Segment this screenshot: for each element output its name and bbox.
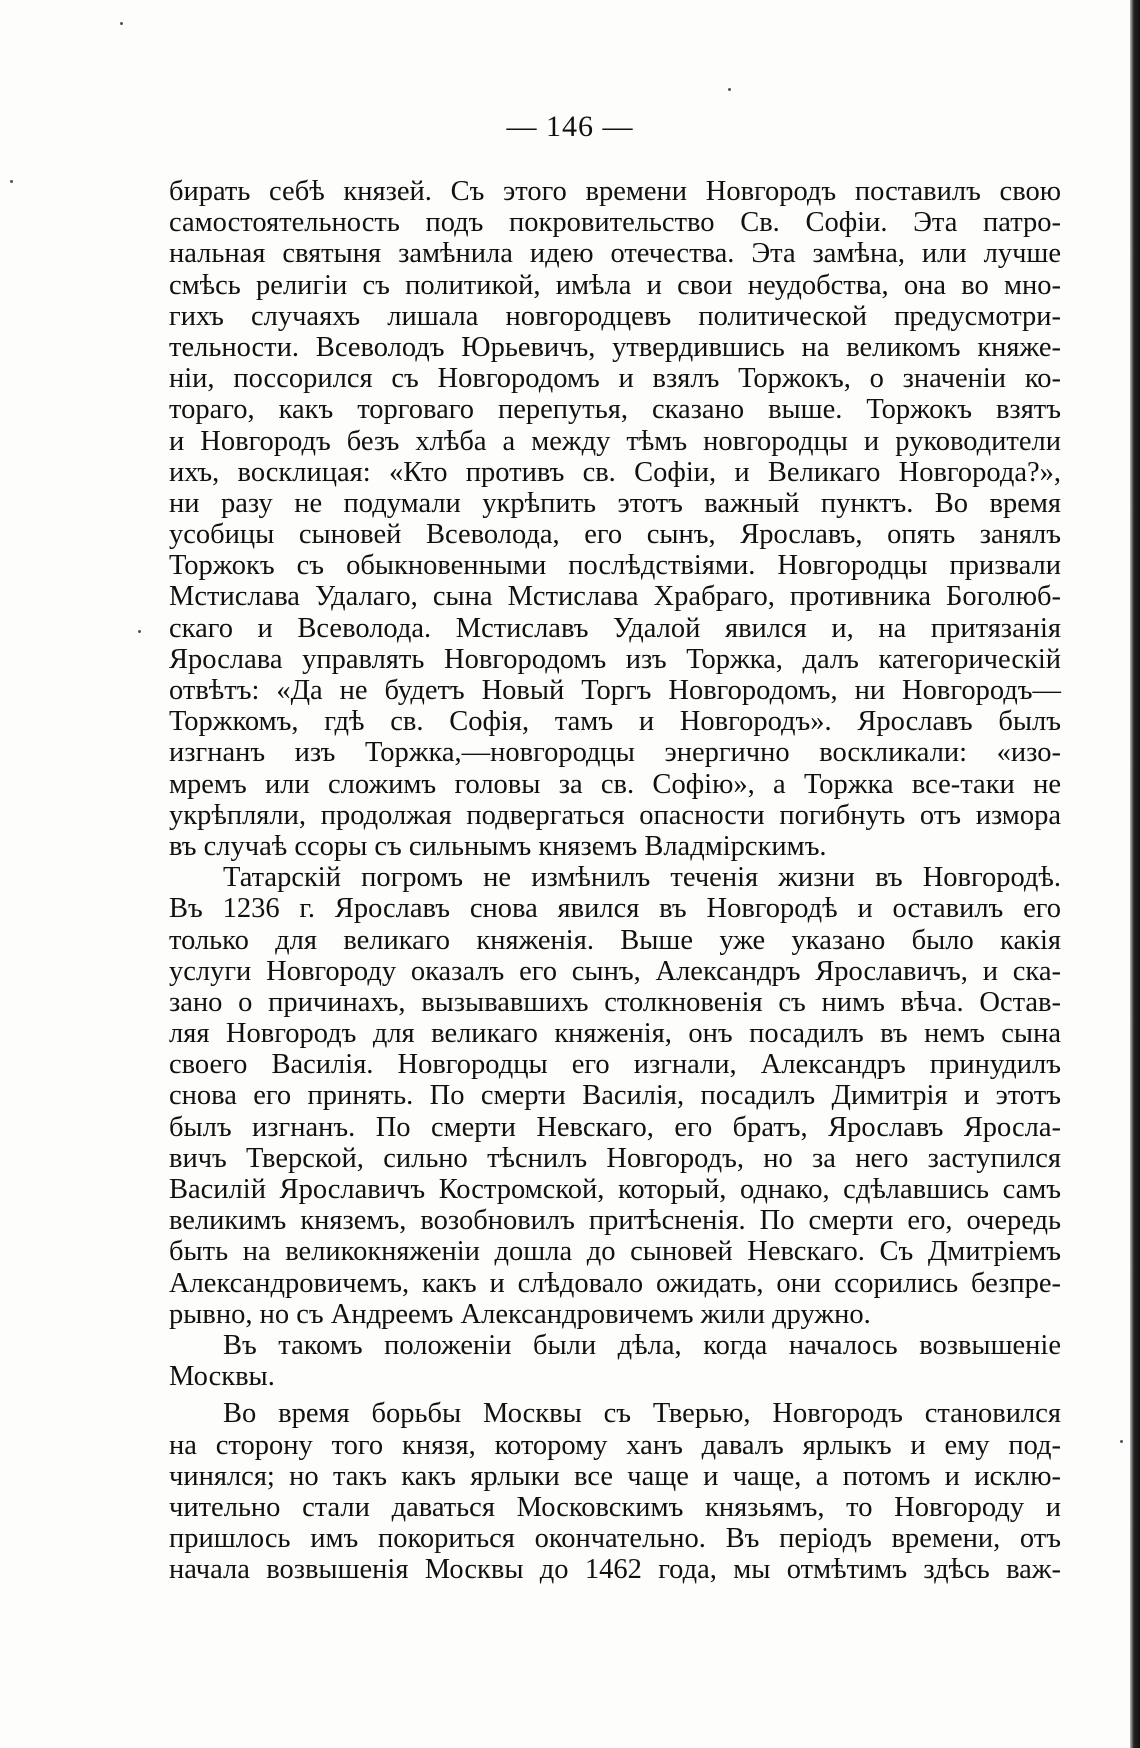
body-text bbox=[169, 176, 1061, 1585]
scan-speck bbox=[1120, 1440, 1123, 1443]
scan-speck bbox=[120, 22, 123, 25]
text-line: великимъ княземъ, возобновилъ притѣсненія. По смерти его, очередь bbox=[169, 1205, 1061, 1237]
text-line: Торжкомъ, гдѣ св. Софія, тамъ и Новгородъ». Ярославъ былъ bbox=[169, 706, 1061, 738]
text-line: былъ изгнанъ. По смерти Невскаго, его братъ, Ярославъ Яросла- bbox=[169, 1111, 1061, 1143]
text-line: начала возвышенія Москвы до 1462 года, мы отмѣтимъ здѣсь важ- bbox=[169, 1554, 1061, 1586]
text-line: Москвы. bbox=[169, 1361, 275, 1393]
text-line: усобицы сыновей Всеволода, его сынъ, Ярославъ, опять занялъ bbox=[169, 519, 1061, 551]
text-line: скаго и Всеволода. Мстиславъ Удалой явился и, на притязанія bbox=[169, 612, 1061, 644]
scan-speck bbox=[10, 180, 13, 183]
text-line: Татарскій погромъ не измѣнилъ теченія жизни въ Новгородѣ. bbox=[223, 862, 1061, 894]
text-line: Ярослава управлять Новгородомъ изъ Торжка, далъ категорическій bbox=[169, 643, 1061, 675]
text-line: отвѣтъ: «Да не будетъ Новый Торгъ Новгородомъ, ни Новгородъ— bbox=[169, 675, 1061, 706]
text-line: ніи, поссорился съ Новгородомъ и взялъ Торжокъ, о значеніи ко- bbox=[169, 363, 1061, 395]
text-line: быть на великокняженіи дошла до сыновей Невскаго. Съ Дмитріемъ bbox=[169, 1236, 1061, 1268]
text-line: зано о причинахъ, вызывавшихъ столкновенія съ нимъ вѣча. Остав- bbox=[169, 986, 1061, 1018]
text-line: только для великаго княженія. Выше уже указано было какія bbox=[169, 924, 1061, 956]
paragraph bbox=[169, 1398, 1061, 1585]
page-edge-shadow bbox=[1130, 0, 1140, 1748]
scan-speck bbox=[728, 88, 731, 91]
text-line: и Новгородъ безъ хлѣба а между тѣмъ новгородцы и руководители bbox=[169, 425, 1061, 457]
text-line: чинялся; но такъ какъ ярлыки все чаще и чаще, а потомъ и исклю- bbox=[169, 1460, 1061, 1492]
text-line: въ случаѣ ссоры съ сильнымъ княземъ Владмірскимъ. bbox=[169, 830, 827, 862]
text-line: ляя Новгородъ для великаго княженія, онъ посадилъ въ немъ сына bbox=[169, 1018, 1061, 1050]
text-line: нальная святыня замѣнила идею отечества. Эта замѣна, или лучше bbox=[169, 238, 1061, 270]
text-line: своего Василія. Новгородцы его изгнали, Александръ принудилъ bbox=[169, 1049, 1061, 1081]
text-line: Мстислава Удалаго, сына Мстислава Храбраго, противника Боголюб- bbox=[169, 581, 1061, 613]
text-line: изгнанъ изъ Торжка,—новгородцы энергично воскликали: «изо- bbox=[169, 737, 1061, 769]
text-line: ихъ, восклицая: «Кто противъ св. Софіи, и Великаго Новгорода?», bbox=[169, 456, 1061, 488]
text-line: рывно, но съ Андреемъ Александровичемъ жили дружно. bbox=[169, 1298, 871, 1330]
text-line: снова его принять. По смерти Василія, посадилъ Димитрія и этотъ bbox=[169, 1080, 1061, 1112]
text-line: на сторону того князя, которому ханъ давалъ ярлыкъ и ему под- bbox=[169, 1429, 1061, 1461]
text-line: услуги Новгороду оказалъ его сынъ, Александръ Ярославичъ, и ска- bbox=[169, 955, 1061, 987]
text-line: укрѣпляли, продолжая подвергаться опасности погибнуть отъ измора bbox=[169, 799, 1061, 831]
text-line: вичъ Тверской, сильно тѣснилъ Новгородъ, но за него заступился bbox=[169, 1142, 1061, 1174]
text-line: тельности. Всеволодъ Юрьевичъ, утвердившись на великомъ княже- bbox=[169, 331, 1061, 363]
text-line: самостоятельность подъ покровительство Св. Софіи. Эта патро- bbox=[169, 207, 1061, 239]
page-number: — 146 — bbox=[506, 110, 634, 143]
text-line: Во время борьбы Москвы съ Тверью, Новгородъ становился bbox=[223, 1398, 1061, 1430]
text-line: Въ такомъ положеніи были дѣла, когда началось возвышеніе bbox=[223, 1329, 1061, 1361]
text-line: ни разу не подумали укрѣпить этотъ важный пунктъ. Во время bbox=[169, 487, 1061, 519]
text-line: чительно стали даваться Московскимъ князьямъ, то Новгороду и bbox=[169, 1491, 1061, 1523]
text-line: Василій Ярославичъ Костромской, который, однако, сдѣлавшись самъ bbox=[169, 1174, 1061, 1205]
text-line: смѣсь религіи съ политикой, имѣла и свои неудобства, она во мно- bbox=[169, 269, 1061, 301]
scan-speck bbox=[138, 630, 141, 633]
text-line: Въ 1236 г. Ярославъ снова явился въ Новгородѣ и оставилъ его bbox=[169, 893, 1061, 925]
paragraph bbox=[169, 176, 1061, 862]
text-line: тораго, какъ торговаго перепутья, сказано выше. Торжокъ взятъ bbox=[169, 394, 1061, 426]
text-line: пришлось имъ покориться окончательно. Въ періодъ времени, отъ bbox=[169, 1523, 1061, 1555]
text-line: Александровичемъ, какъ и слѣдовало ожидать, они ссорились безпре- bbox=[169, 1267, 1061, 1299]
text-line: бирать себѣ князей. Съ этого времени Новгородъ поставилъ свою bbox=[169, 176, 1061, 207]
text-line: мремъ или сложимъ головы за св. Софію», а Торжка все-таки не bbox=[169, 768, 1061, 800]
text-line: Торжокъ съ обыкновенными послѣдствіями. Новгородцы призвали bbox=[169, 550, 1061, 582]
paragraph bbox=[169, 862, 1061, 1330]
text-line: гихъ случаяхъ лишала новгородцевъ политической предусмотри- bbox=[169, 300, 1061, 332]
paragraph bbox=[169, 1330, 1061, 1392]
